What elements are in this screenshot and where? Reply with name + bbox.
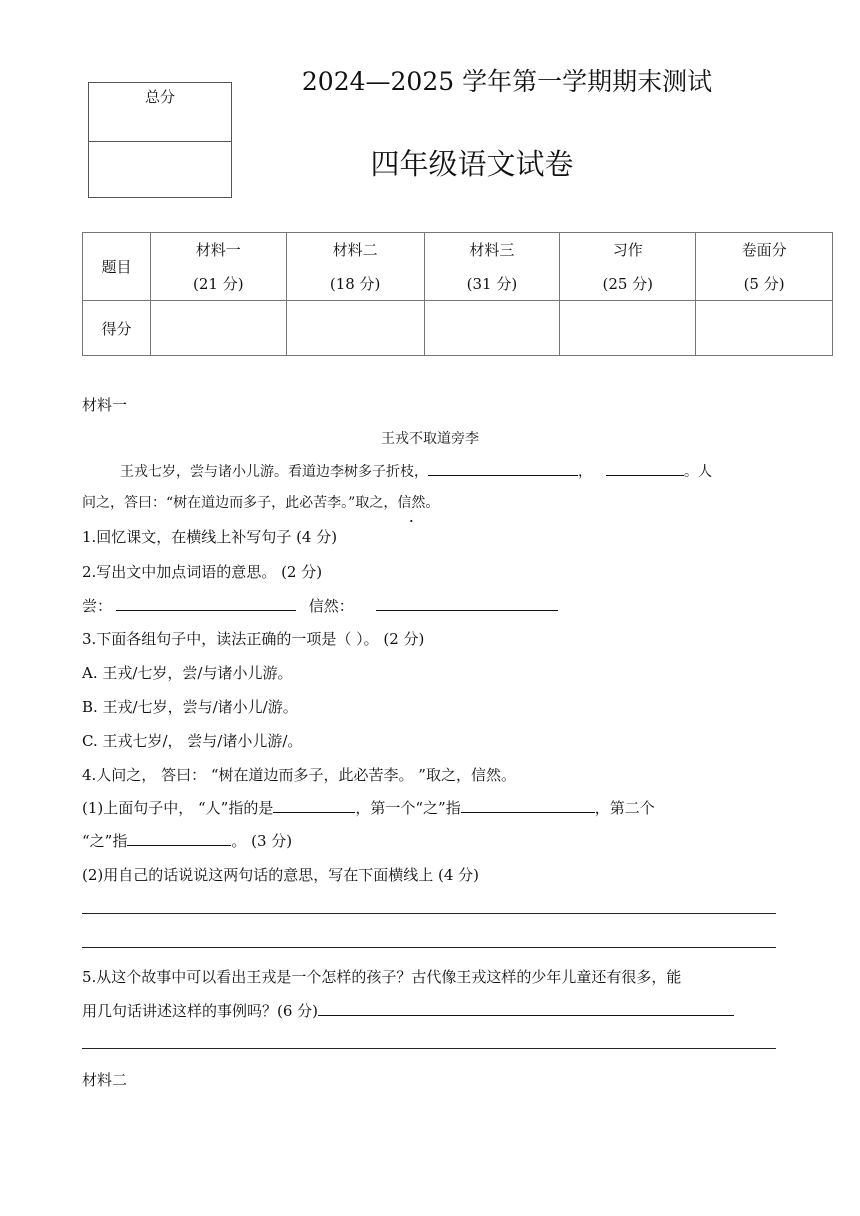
question-text: ，第二个 [594, 799, 655, 817]
score-table-header-row [83, 233, 833, 301]
option-c[interactable]: C. 王戎七岁/， 尝与/诸小儿游/。 [82, 732, 303, 750]
answer-line[interactable] [82, 947, 776, 948]
punctuation: 。 [425, 495, 440, 511]
score-cell[interactable] [560, 301, 696, 356]
score-cell[interactable] [150, 301, 286, 356]
question-3: 3.下面各组句子中，读法正确的一项是（ ）。 (2 分) [82, 630, 425, 648]
question-text: ，第一个“之”指 [355, 799, 461, 817]
passage-title: 王戎不取道旁李 [381, 431, 479, 447]
column-header: 材料一 (21 分) [150, 233, 286, 301]
question-text: (1)上面句子中， “人”指的是 [82, 799, 274, 817]
question-5-line1: 5.从这个故事中可以看出王戎是一个怎样的孩子？古代像王戎这样的少年儿童还有很多，能 [82, 968, 682, 986]
fill-blank-2[interactable] [606, 461, 684, 476]
dotted-word: 信然 [397, 495, 426, 511]
passage-line-1 [120, 461, 712, 481]
exam-title: 2024—2025 学年第一学期期末测试 [301, 67, 713, 96]
answer-blank-q5[interactable] [318, 1001, 734, 1016]
punctuation: ， [578, 464, 592, 480]
answer-blank-xinran[interactable] [376, 596, 558, 611]
question-2-answers [82, 595, 558, 616]
row-header-score: 得分 [83, 301, 151, 356]
word-label-chang: 尝： [82, 597, 113, 615]
passage-line-2 [82, 492, 439, 512]
column-header: 卷面分 (5 分) [696, 233, 833, 301]
word-label-xinran: 信然： [308, 597, 354, 615]
answer-blank-person[interactable] [273, 798, 355, 813]
question-1: 1.回忆课文，在横线上补写句子 (4 分) [82, 528, 338, 546]
question-4: 4.人问之， 答曰： “树在道边而多子，此必苦李。 ”取之，信然。 [82, 766, 516, 784]
option-a[interactable]: A. 王戎/七岁，尝/与诸小儿游。 [82, 664, 293, 682]
score-cell[interactable] [286, 301, 424, 356]
question-4-1-line2 [82, 830, 292, 851]
passage-text: 王戎七岁，尝与诸小儿游。看道边李树多子折枝， [120, 464, 428, 480]
answer-line[interactable] [82, 1048, 776, 1049]
question-2: 2.写出文中加点词语的意思。 (2 分) [82, 563, 323, 581]
answer-blank-zhi2[interactable] [127, 831, 231, 846]
option-b[interactable]: B. 王戎/七岁，尝与/诸小儿/游。 [82, 698, 298, 716]
passage-text: 问之，答曰：“树在道边而多子，此必苦李。”取之， [82, 495, 398, 511]
row-header-topic: 题目 [83, 233, 151, 301]
question-text: “之”指 [82, 832, 128, 850]
answer-blank-zhi1[interactable] [461, 798, 595, 813]
column-header: 材料三 (31 分) [424, 233, 560, 301]
material1-label: 材料一 [82, 396, 128, 414]
question-text: 用几句话讲述这样的事例吗？(6 分) [82, 1002, 319, 1020]
total-score-field[interactable] [89, 142, 231, 198]
score-table [82, 232, 833, 356]
answer-blank-chang[interactable] [116, 596, 296, 611]
score-cell[interactable] [696, 301, 833, 356]
total-score-box [88, 82, 232, 198]
question-4-2: (2)用自己的话说说这两句话的意思，写在下面横线上 (4 分) [82, 866, 480, 884]
answer-line[interactable] [82, 913, 776, 914]
column-header: 材料二 (18 分) [286, 233, 424, 301]
question-5-line2 [82, 1000, 734, 1021]
question-text: 。 (3 分) [231, 832, 293, 850]
exam-subtitle: 四年级语文试卷 [370, 147, 574, 181]
score-table-score-row [83, 301, 833, 356]
fill-blank-1[interactable] [428, 461, 578, 476]
score-cell[interactable] [424, 301, 560, 356]
material2-label: 材料二 [82, 1071, 128, 1089]
question-4-1-line1 [82, 797, 655, 818]
punctuation: 。人 [684, 464, 712, 480]
total-score-label: 总分 [89, 83, 231, 142]
column-header: 习作 (25 分) [560, 233, 696, 301]
